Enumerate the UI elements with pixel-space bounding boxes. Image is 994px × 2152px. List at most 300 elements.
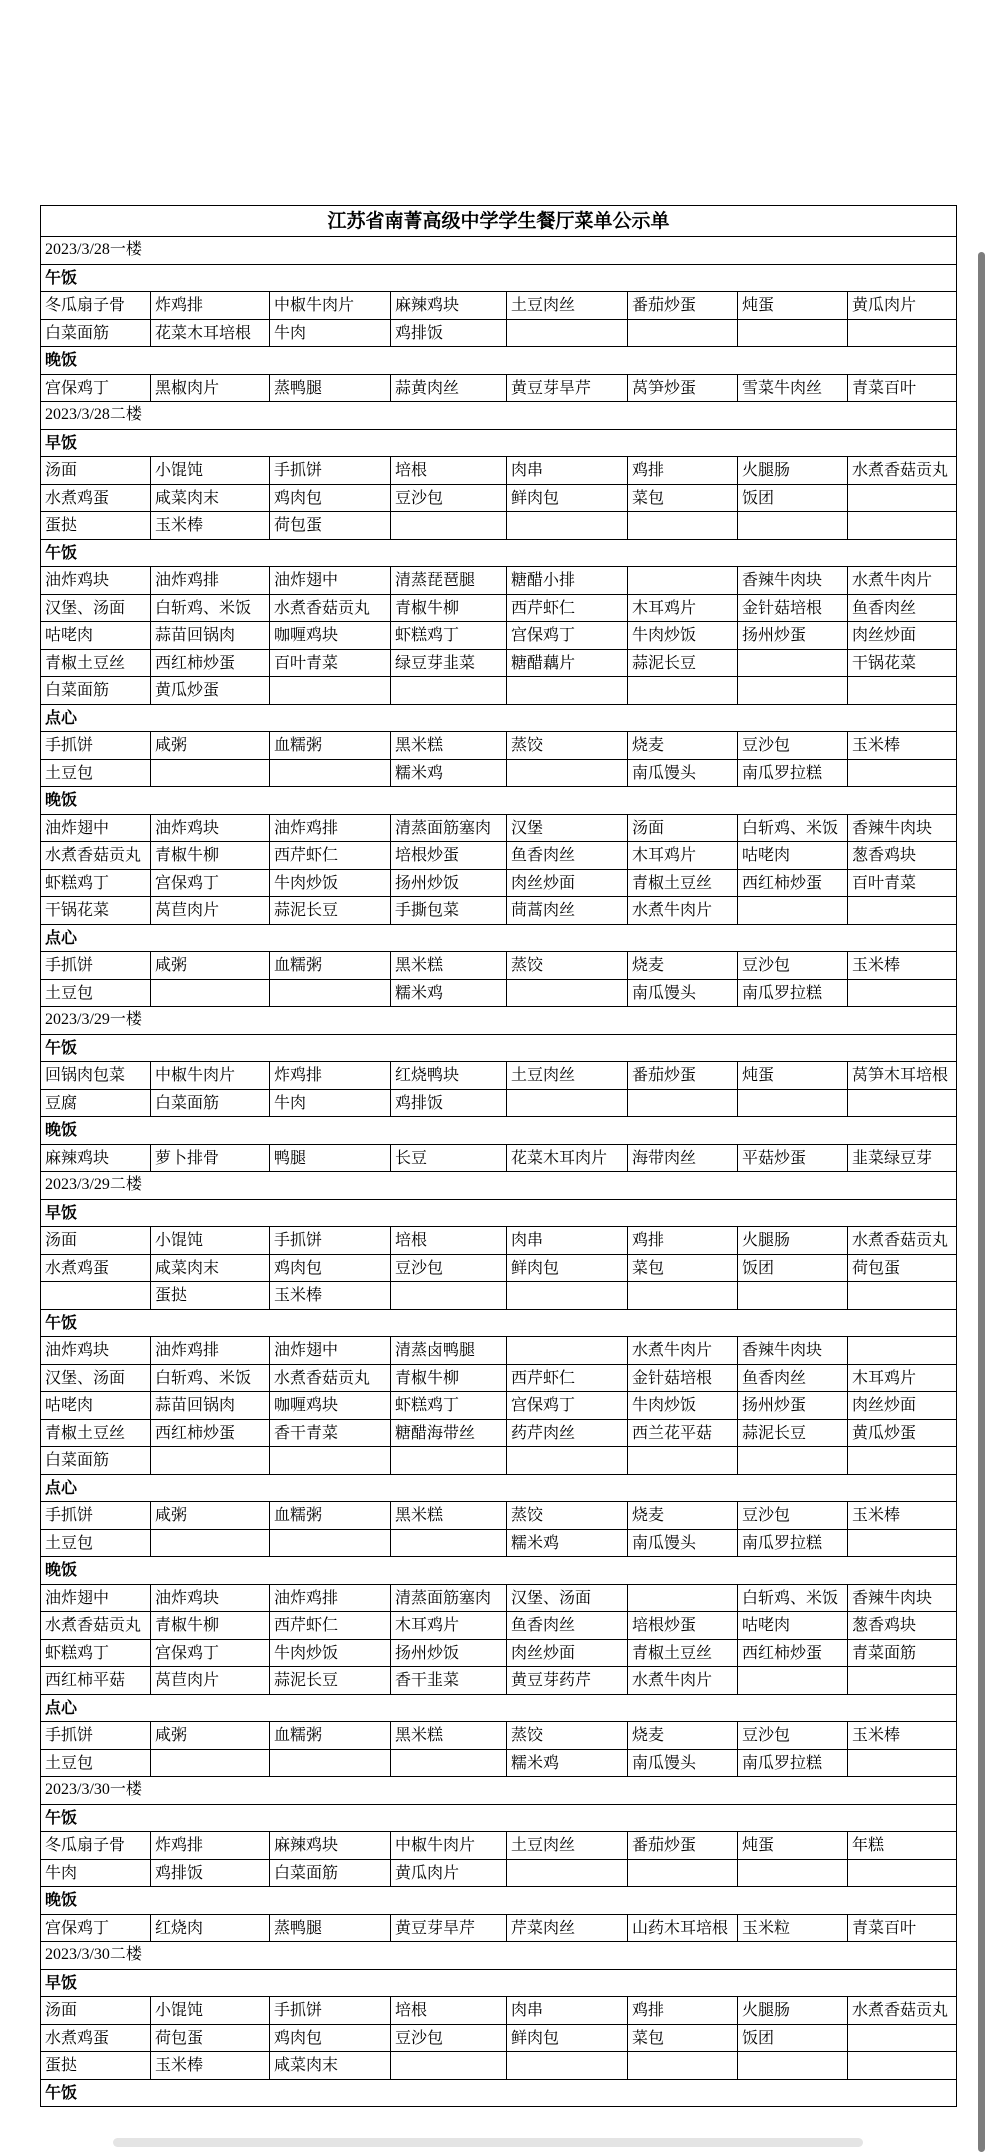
menu-cell: 虾糕鸡丁: [391, 1392, 507, 1420]
menu-cell: 水煮香菇贡丸: [270, 1364, 391, 1392]
menu-row: [41, 1227, 957, 1255]
menu-cell: 西红柿炒蛋: [738, 1639, 848, 1667]
menu-cell: 汉堡、汤面: [41, 594, 151, 622]
menu-row: [41, 869, 957, 897]
menu-cell: 黑米糕: [391, 952, 507, 980]
menu-cell: 菜包: [628, 2024, 738, 2052]
menu-row: [41, 677, 957, 705]
menu-cell: 白菜面筋: [41, 1447, 151, 1475]
menu-cell: [391, 2052, 507, 2080]
menu-cell: 白菜面筋: [151, 1089, 270, 1117]
menu-cell: 白菜面筋: [41, 677, 151, 705]
menu-cell: 番茄炒蛋: [628, 1832, 738, 1860]
menu-cell: [628, 567, 738, 595]
menu-cell: 豆沙包: [738, 1502, 848, 1530]
menu-row: [41, 1144, 957, 1172]
menu-cell: 汉堡: [507, 814, 628, 842]
menu-cell: 水煮香菇贡丸: [848, 457, 957, 485]
menu-cell: 黄豆芽旱芹: [391, 1914, 507, 1942]
menu-cell: [848, 677, 957, 705]
menu-cell: 南瓜罗拉糕: [738, 759, 848, 787]
menu-cell: 玉米棒: [848, 952, 957, 980]
menu-cell: 黑米糕: [391, 732, 507, 760]
menu-cell: 咖喱鸡块: [270, 1392, 391, 1420]
menu-cell: 肉丝炒面: [507, 869, 628, 897]
menu-cell: 培根: [391, 1227, 507, 1255]
menu-cell: 宫保鸡丁: [41, 1914, 151, 1942]
menu-cell: [848, 897, 957, 925]
menu-cell: 土豆包: [41, 759, 151, 787]
menu-cell: 青菜百叶: [848, 374, 957, 402]
menu-cell: [628, 2052, 738, 2080]
meal-label: 晚饭: [41, 787, 957, 815]
meal-label: 晚饭: [41, 1557, 957, 1585]
menu-cell: 鱼香肉丝: [738, 1364, 848, 1392]
meal-label: 午饭: [41, 264, 957, 292]
date-floor-header: 2023/3/30二楼: [41, 1942, 957, 1970]
menu-cell: [848, 1749, 957, 1777]
menu-cell: 蒜泥长豆: [270, 897, 391, 925]
menu-cell: 虾糕鸡丁: [391, 622, 507, 650]
title-row: [41, 206, 957, 237]
menu-cell: 豆沙包: [738, 732, 848, 760]
menu-cell: [848, 2052, 957, 2080]
menu-cell: 西芹虾仁: [507, 1364, 628, 1392]
menu-cell: 油炸翅中: [41, 814, 151, 842]
menu-cell: [848, 759, 957, 787]
menu-cell: 土豆肉丝: [507, 1062, 628, 1090]
menu-row: [41, 1502, 957, 1530]
menu-cell: 药芹肉丝: [507, 1419, 628, 1447]
meal-label: 点心: [41, 704, 957, 732]
menu-cell: 咸粥: [151, 1502, 270, 1530]
menu-row: [41, 952, 957, 980]
menu-cell: 水煮牛肉片: [628, 1337, 738, 1365]
meal-header-row: [41, 1034, 957, 1062]
menu-cell: 水煮香菇贡丸: [848, 1227, 957, 1255]
menu-cell: 清蒸琵琶腿: [391, 567, 507, 595]
menu-cell: 玉米棒: [848, 1722, 957, 1750]
menu-cell: [507, 1337, 628, 1365]
menu-cell: [507, 512, 628, 540]
menu-cell: [848, 319, 957, 347]
menu-cell: 糖醋海带丝: [391, 1419, 507, 1447]
menu-cell: 培根炒蛋: [628, 1612, 738, 1640]
menu-cell: [151, 1749, 270, 1777]
date-header-row: [41, 237, 957, 265]
menu-cell: [151, 759, 270, 787]
menu-cell: 蒜黄肉丝: [391, 374, 507, 402]
menu-cell: 宫保鸡丁: [151, 869, 270, 897]
menu-cell: [738, 1859, 848, 1887]
menu-row: [41, 759, 957, 787]
menu-cell: 鲜肉包: [507, 1254, 628, 1282]
menu-row: [41, 1722, 957, 1750]
menu-cell: 蒸饺: [507, 732, 628, 760]
menu-cell: 鲜肉包: [507, 2024, 628, 2052]
menu-cell: 手撕包菜: [391, 897, 507, 925]
menu-row: [41, 1062, 957, 1090]
menu-row: [41, 292, 957, 320]
menu-cell: [848, 1667, 957, 1695]
menu-cell: 扬州炒蛋: [738, 1392, 848, 1420]
menu-cell: 咕咾肉: [738, 842, 848, 870]
meal-header-row: [41, 1474, 957, 1502]
menu-row: [41, 1419, 957, 1447]
menu-cell: 西芹虾仁: [507, 594, 628, 622]
menu-row: [41, 622, 957, 650]
menu-cell: [738, 1282, 848, 1310]
menu-cell: 鸭腿: [270, 1144, 391, 1172]
menu-cell: 香辣牛肉块: [738, 1337, 848, 1365]
menu-cell: 水煮香菇贡丸: [41, 1612, 151, 1640]
menu-cell: 香辣牛肉块: [848, 1584, 957, 1612]
menu-cell: 长豆: [391, 1144, 507, 1172]
menu-cell: [270, 677, 391, 705]
menu-cell: [507, 2052, 628, 2080]
menu-row: [41, 1997, 957, 2025]
menu-cell: 中椒牛肉片: [391, 1832, 507, 1860]
menu-cell: 水煮鸡蛋: [41, 2024, 151, 2052]
menu-cell: 白菜面筋: [270, 1859, 391, 1887]
menu-cell: 青椒土豆丝: [628, 1639, 738, 1667]
menu-cell: 烧麦: [628, 1722, 738, 1750]
menu-cell: 炸鸡排: [270, 1062, 391, 1090]
menu-cell: 咕咾肉: [41, 622, 151, 650]
menu-row: [41, 1612, 957, 1640]
menu-cell: 蛋挞: [151, 1282, 270, 1310]
menu-table-body: [41, 206, 957, 2107]
menu-row: [41, 649, 957, 677]
menu-row: [41, 1447, 957, 1475]
menu-cell: 土豆肉丝: [507, 292, 628, 320]
menu-cell: [738, 1089, 848, 1117]
menu-cell: 水煮牛肉片: [628, 897, 738, 925]
menu-cell: [507, 979, 628, 1007]
menu-row: [41, 897, 957, 925]
menu-cell: 白斩鸡、米饭: [738, 814, 848, 842]
menu-cell: [848, 1447, 957, 1475]
menu-row: [41, 1749, 957, 1777]
menu-cell: 手抓饼: [41, 1722, 151, 1750]
menu-cell: 水煮牛肉片: [628, 1667, 738, 1695]
menu-cell: 水煮鸡蛋: [41, 1254, 151, 1282]
meal-header-row: [41, 924, 957, 952]
scrollbar[interactable]: [978, 252, 985, 2152]
menu-cell: 黄瓜肉片: [391, 1859, 507, 1887]
meal-label: 点心: [41, 924, 957, 952]
date-header-row: [41, 1172, 957, 1200]
menu-cell: 油炸鸡排: [270, 814, 391, 842]
menu-cell: 豆沙包: [391, 2024, 507, 2052]
menu-cell: 西红柿炒蛋: [738, 869, 848, 897]
menu-cell: 南瓜馒头: [628, 1529, 738, 1557]
sheet-title: 江苏省南菁高级中学学生餐厅菜单公示单: [41, 206, 957, 237]
menu-cell: [270, 759, 391, 787]
menu-cell: 鸡排饭: [391, 1089, 507, 1117]
menu-cell: 黑米糕: [391, 1722, 507, 1750]
meal-header-row: [41, 1117, 957, 1145]
menu-cell: 菜包: [628, 1254, 738, 1282]
menu-cell: [151, 979, 270, 1007]
menu-cell: 清蒸面筋塞肉: [391, 814, 507, 842]
menu-cell: 西芹虾仁: [270, 842, 391, 870]
menu-cell: 百叶青菜: [270, 649, 391, 677]
menu-cell: [628, 512, 738, 540]
menu-cell: 咸菜肉末: [151, 1254, 270, 1282]
date-floor-header: 2023/3/28二楼: [41, 402, 957, 430]
menu-row: [41, 842, 957, 870]
meal-label: 点心: [41, 1474, 957, 1502]
menu-cell: 蒸饺: [507, 1722, 628, 1750]
date-header-row: [41, 1777, 957, 1805]
meal-header-row: [41, 1309, 957, 1337]
menu-cell: [391, 512, 507, 540]
menu-cell: [848, 1282, 957, 1310]
menu-cell: 年糕: [848, 1832, 957, 1860]
menu-cell: 中椒牛肉片: [151, 1062, 270, 1090]
menu-cell: 油炸鸡块: [41, 1337, 151, 1365]
menu-cell: [848, 1089, 957, 1117]
menu-cell: 血糯粥: [270, 1722, 391, 1750]
menu-cell: 咸粥: [151, 952, 270, 980]
menu-cell: 黑米糕: [391, 1502, 507, 1530]
menu-cell: 饭团: [738, 484, 848, 512]
menu-cell: 回锅肉包菜: [41, 1062, 151, 1090]
menu-cell: 牛肉: [41, 1859, 151, 1887]
menu-cell: 水煮香菇贡丸: [41, 842, 151, 870]
menu-cell: 鸡肉包: [270, 2024, 391, 2052]
menu-cell: 火腿肠: [738, 457, 848, 485]
menu-cell: 小馄饨: [151, 1227, 270, 1255]
menu-cell: 玉米棒: [151, 2052, 270, 2080]
menu-cell: 荷包蛋: [151, 2024, 270, 2052]
menu-cell: 鲜肉包: [507, 484, 628, 512]
menu-cell: 炖蛋: [738, 1832, 848, 1860]
menu-cell: 白菜面筋: [41, 319, 151, 347]
menu-cell: 白斩鸡、米饭: [151, 594, 270, 622]
meal-header-row: [41, 1887, 957, 1915]
menu-row: [41, 1089, 957, 1117]
menu-cell: 麻辣鸡块: [270, 1832, 391, 1860]
menu-cell: 黄豆芽药芹: [507, 1667, 628, 1695]
menu-row: [41, 1584, 957, 1612]
menu-cell: 蒜泥长豆: [270, 1667, 391, 1695]
menu-cell: 牛肉炒饭: [628, 622, 738, 650]
menu-cell: 荷包蛋: [270, 512, 391, 540]
menu-cell: 萝卜排骨: [151, 1144, 270, 1172]
meal-label: 晚饭: [41, 1887, 957, 1915]
menu-cell: [507, 677, 628, 705]
meal-label: 午饭: [41, 1034, 957, 1062]
menu-cell: [507, 1282, 628, 1310]
menu-row: [41, 1337, 957, 1365]
menu-cell: 汤面: [41, 457, 151, 485]
menu-cell: [41, 1282, 151, 1310]
menu-row: [41, 1914, 957, 1942]
menu-row: [41, 1254, 957, 1282]
menu-cell: 葱香鸡块: [848, 842, 957, 870]
menu-cell: 西芹虾仁: [270, 1612, 391, 1640]
menu-cell: 青椒土豆丝: [628, 869, 738, 897]
menu-cell: 肉丝炒面: [848, 622, 957, 650]
menu-row: [41, 2052, 957, 2080]
menu-cell: 糯米鸡: [391, 979, 507, 1007]
menu-cell: 黑椒肉片: [151, 374, 270, 402]
menu-cell: [848, 2024, 957, 2052]
menu-cell: [391, 677, 507, 705]
menu-cell: 油炸翅中: [270, 1337, 391, 1365]
menu-cell: 火腿肠: [738, 1227, 848, 1255]
menu-cell: 鸡排饭: [391, 319, 507, 347]
menu-cell: [628, 1859, 738, 1887]
menu-cell: 扬州炒饭: [391, 1639, 507, 1667]
menu-cell: [738, 512, 848, 540]
menu-cell: 蒸饺: [507, 1502, 628, 1530]
menu-row: [41, 1529, 957, 1557]
menu-cell: 咸粥: [151, 1722, 270, 1750]
menu-cell: 油炸鸡块: [41, 567, 151, 595]
menu-cell: 宫保鸡丁: [151, 1639, 270, 1667]
menu-cell: 蒸饺: [507, 952, 628, 980]
menu-cell: 香辣牛肉块: [848, 814, 957, 842]
menu-cell: 烧麦: [628, 952, 738, 980]
date-floor-header: 2023/3/29一楼: [41, 1007, 957, 1035]
menu-cell: 海带肉丝: [628, 1144, 738, 1172]
menu-cell: 蒜苗回锅肉: [151, 622, 270, 650]
menu-cell: [151, 1447, 270, 1475]
menu-cell: 扬州炒饭: [391, 869, 507, 897]
menu-cell: 炸鸡排: [151, 1832, 270, 1860]
menu-cell: 黄瓜炒蛋: [151, 677, 270, 705]
date-floor-header: 2023/3/28一楼: [41, 237, 957, 265]
menu-cell: 水煮香菇贡丸: [270, 594, 391, 622]
menu-cell: 鸡排: [628, 1997, 738, 2025]
menu-cell: 冬瓜扇子骨: [41, 292, 151, 320]
menu-cell: [391, 1282, 507, 1310]
menu-cell: 莴笋木耳培根: [848, 1062, 957, 1090]
menu-cell: 山药木耳培根: [628, 1914, 738, 1942]
menu-cell: 白斩鸡、米饭: [151, 1364, 270, 1392]
menu-cell: 百叶青菜: [848, 869, 957, 897]
menu-cell: 小馄饨: [151, 1997, 270, 2025]
menu-cell: 清蒸面筋塞肉: [391, 1584, 507, 1612]
menu-cell: 水煮鸡蛋: [41, 484, 151, 512]
menu-cell: [738, 1667, 848, 1695]
menu-cell: 炸鸡排: [151, 292, 270, 320]
date-header-row: [41, 1007, 957, 1035]
menu-cell: [848, 1529, 957, 1557]
menu-cell: [151, 1529, 270, 1557]
menu-cell: 玉米棒: [270, 1282, 391, 1310]
menu-cell: 蛋挞: [41, 2052, 151, 2080]
menu-cell: 宫保鸡丁: [41, 374, 151, 402]
meal-header-row: [41, 539, 957, 567]
menu-cell: 饭团: [738, 1254, 848, 1282]
menu-cell: 木耳鸡片: [628, 842, 738, 870]
menu-cell: 火腿肠: [738, 1997, 848, 2025]
menu-cell: 玉米棒: [848, 732, 957, 760]
menu-cell: 番茄炒蛋: [628, 292, 738, 320]
menu-cell: 中椒牛肉片: [270, 292, 391, 320]
meal-label: 晚饭: [41, 347, 957, 375]
menu-cell: [270, 979, 391, 1007]
menu-cell: [628, 677, 738, 705]
menu-cell: 干锅花菜: [848, 649, 957, 677]
menu-cell: 木耳鸡片: [848, 1364, 957, 1392]
menu-cell: 豆沙包: [738, 1722, 848, 1750]
menu-cell: 豆沙包: [391, 1254, 507, 1282]
menu-cell: 宫保鸡丁: [507, 1392, 628, 1420]
menu-cell: 肉串: [507, 1227, 628, 1255]
menu-cell: 扬州炒蛋: [738, 622, 848, 650]
menu-row: [41, 319, 957, 347]
menu-cell: [738, 2052, 848, 2080]
menu-cell: 黄瓜肉片: [848, 292, 957, 320]
menu-cell: 绿豆芽韭菜: [391, 649, 507, 677]
menu-cell: 葱香鸡块: [848, 1612, 957, 1640]
home-indicator[interactable]: [113, 2138, 863, 2147]
menu-cell: 培根炒蛋: [391, 842, 507, 870]
menu-cell: 西红柿平菇: [41, 1667, 151, 1695]
menu-cell: [628, 1282, 738, 1310]
menu-cell: 荷包蛋: [848, 1254, 957, 1282]
menu-cell: 虾糕鸡丁: [41, 1639, 151, 1667]
menu-cell: 青椒牛柳: [151, 842, 270, 870]
menu-cell: 烧麦: [628, 732, 738, 760]
meal-header-row: [41, 1804, 957, 1832]
menu-cell: 水煮牛肉片: [848, 567, 957, 595]
menu-cell: 手抓饼: [270, 1227, 391, 1255]
menu-cell: 韭菜绿豆芽: [848, 1144, 957, 1172]
menu-cell: 炖蛋: [738, 1062, 848, 1090]
menu-cell: 白斩鸡、米饭: [738, 1584, 848, 1612]
menu-cell: 肉串: [507, 457, 628, 485]
menu-row: [41, 1667, 957, 1695]
menu-cell: 南瓜罗拉糕: [738, 1529, 848, 1557]
menu-cell: 花菜木耳肉片: [507, 1144, 628, 1172]
menu-cell: 鱼香肉丝: [507, 1612, 628, 1640]
menu-cell: [507, 759, 628, 787]
menu-cell: 油炸鸡排: [151, 567, 270, 595]
menu-cell: 蒜泥长豆: [738, 1419, 848, 1447]
menu-cell: 炖蛋: [738, 292, 848, 320]
menu-cell: 香干韭菜: [391, 1667, 507, 1695]
menu-cell: 玉米棒: [151, 512, 270, 540]
menu-cell: 汤面: [41, 1997, 151, 2025]
menu-cell: 糯米鸡: [391, 759, 507, 787]
menu-cell: 雪菜牛肉丝: [738, 374, 848, 402]
menu-cell: 糯米鸡: [507, 1749, 628, 1777]
menu-cell: 青椒牛柳: [151, 1612, 270, 1640]
meal-label: 午饭: [41, 2079, 957, 2107]
menu-cell: 咕咾肉: [41, 1392, 151, 1420]
menu-cell: 牛肉: [270, 1089, 391, 1117]
menu-cell: [391, 1447, 507, 1475]
menu-cell: 血糯粥: [270, 952, 391, 980]
menu-cell: 油炸鸡块: [151, 1584, 270, 1612]
menu-cell: 南瓜馒头: [628, 759, 738, 787]
date-header-row: [41, 1942, 957, 1970]
menu-cell: [391, 1529, 507, 1557]
menu-row: [41, 457, 957, 485]
menu-row: [41, 1832, 957, 1860]
menu-cell: [270, 1447, 391, 1475]
menu-cell: 咸菜肉末: [270, 2052, 391, 2080]
menu-cell: [628, 1447, 738, 1475]
menu-cell: 莴苣肉片: [151, 1667, 270, 1695]
meal-label: 晚饭: [41, 1117, 957, 1145]
